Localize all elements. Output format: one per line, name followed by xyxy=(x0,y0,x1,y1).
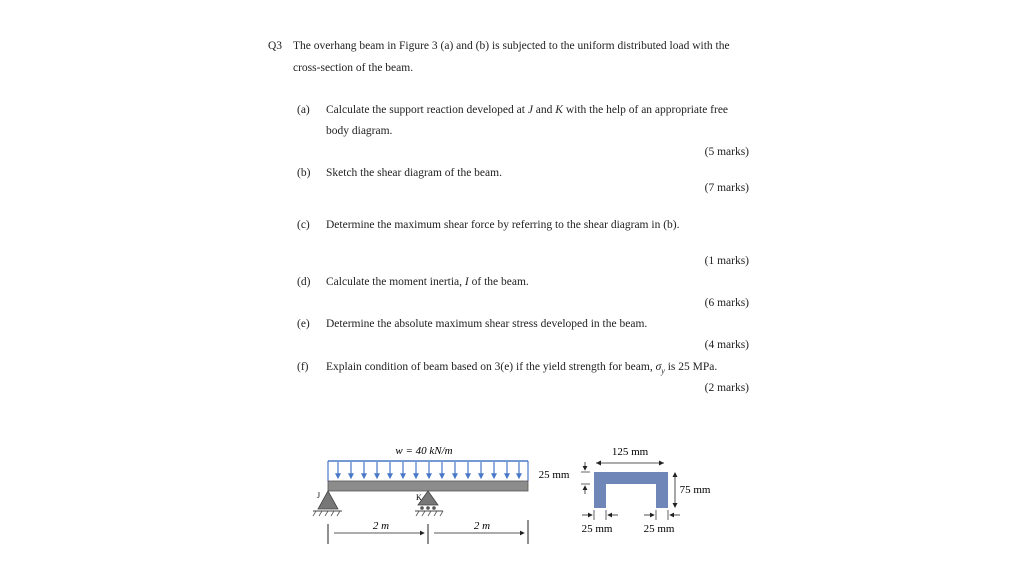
support-k-label: K xyxy=(416,493,422,502)
dim-flange-label: 25 mm xyxy=(538,469,570,481)
cross-section xyxy=(594,472,668,508)
load-arrows xyxy=(338,462,519,478)
dim-top-width-label: 125 mm xyxy=(611,446,649,458)
beam xyxy=(328,481,528,491)
question-line-1: The overhang beam in Figure 3 (a) and (b) is subjected to the uniform distributed load with the xyxy=(293,40,730,52)
question-number: Q3 xyxy=(268,40,283,52)
part-e-text: Determine the absolute maximum shear stress developed in the beam. xyxy=(326,318,648,330)
part-b-marks: (7 marks) xyxy=(704,182,749,194)
part-d-marks: (6 marks) xyxy=(704,297,749,309)
part-c-marks: (1 marks) xyxy=(704,255,749,267)
part-a-marks: (5 marks) xyxy=(704,146,749,158)
roller-wheel xyxy=(420,506,424,510)
support-j-pin xyxy=(318,491,338,509)
part-e-marks: (4 marks) xyxy=(704,339,749,351)
span2-label: 2 m xyxy=(473,520,491,532)
part-a-line-1: Calculate the support reaction developed at J and K with the help of an appropriate free xyxy=(326,104,729,116)
part-c-label: (c) xyxy=(297,219,310,231)
roller-wheel xyxy=(426,506,430,510)
part-d-label: (d) xyxy=(297,276,311,288)
part-f-marks: (2 marks) xyxy=(704,382,749,394)
dim-web-height-label: 75 mm xyxy=(679,484,711,496)
support-j-hatch xyxy=(313,511,340,516)
part-d-text: Calculate the moment inertia, I of the beam. xyxy=(326,276,529,288)
dim-left-web-label: 25 mm xyxy=(581,523,613,535)
roller-wheel xyxy=(432,506,436,510)
part-b-text: Sketch the shear diagram of the beam. xyxy=(326,167,502,179)
part-f-label: (f) xyxy=(297,361,309,373)
dim-right-web-label: 25 mm xyxy=(643,523,675,535)
part-a-line-2: body diagram. xyxy=(326,125,393,137)
load-label: w = 40 kN/m xyxy=(395,445,453,457)
part-b-label: (b) xyxy=(297,167,311,179)
part-c-text: Determine the maximum shear force by referring to the shear diagram in (b). xyxy=(326,219,680,231)
support-j-label: J xyxy=(317,491,321,500)
question-line-2: cross-section of the beam. xyxy=(293,62,414,74)
span1-label: 2 m xyxy=(372,520,390,532)
support-k-hatch xyxy=(416,511,443,516)
part-f-text: Explain condition of beam based on 3(e) if the yield strength for beam, $\sigma_y$ is 25 MPa. xyxy=(326,361,718,376)
part-a-label: (a) xyxy=(297,104,310,116)
part-e-label: (e) xyxy=(297,318,310,330)
